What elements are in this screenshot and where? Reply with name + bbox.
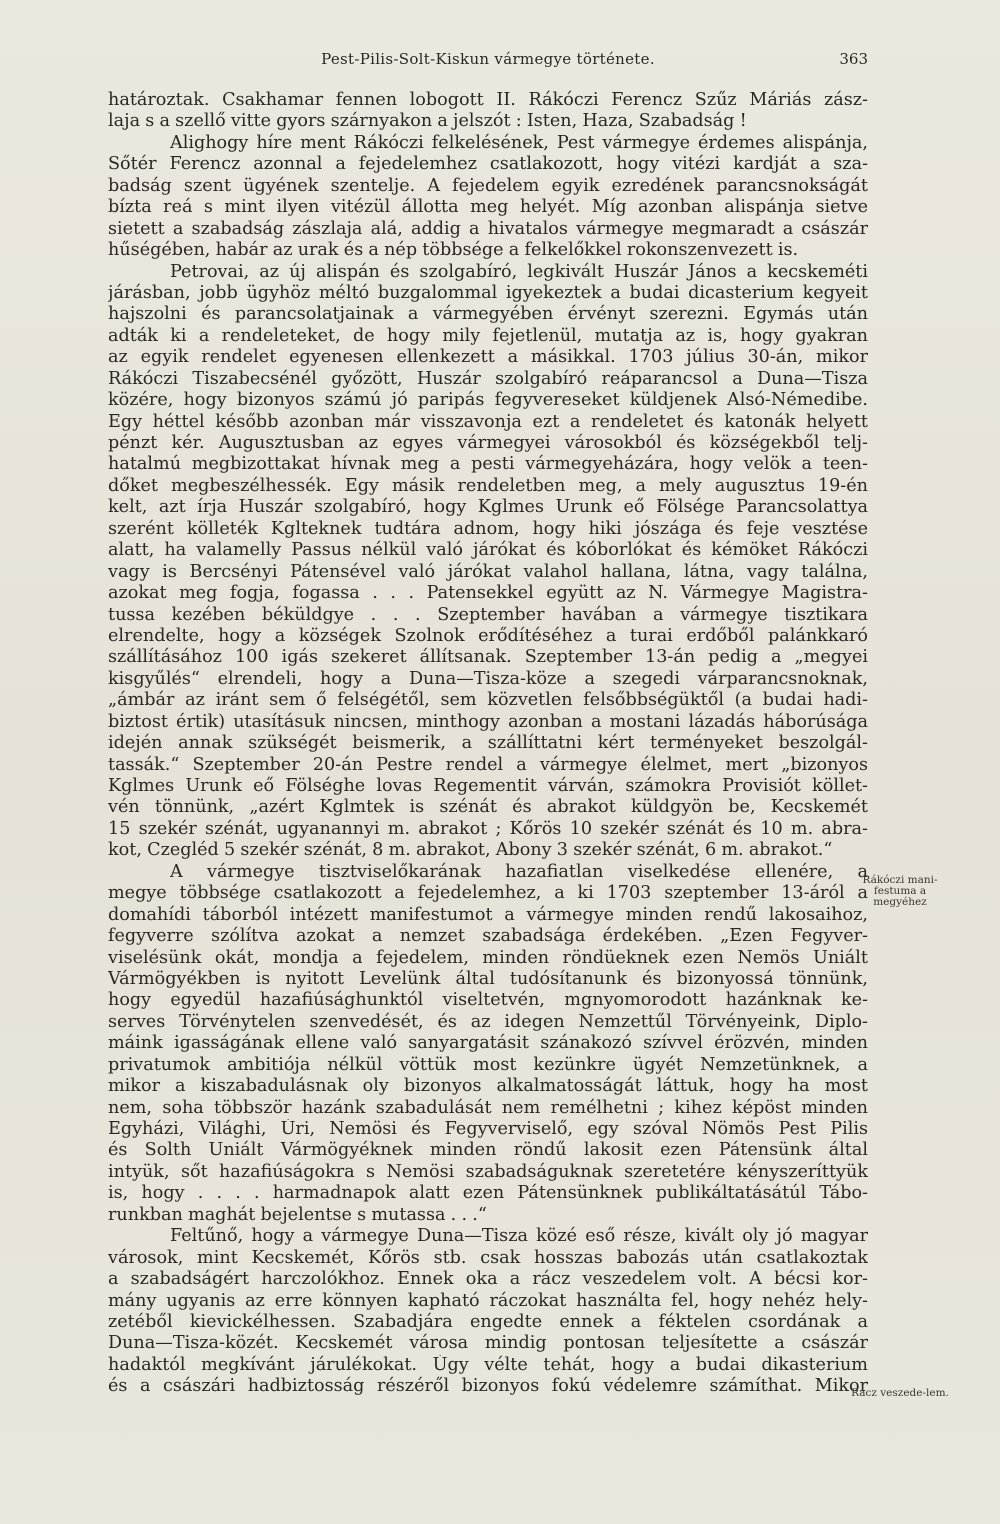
text-line: járásban, jobb ügyhöz méltó buzgalommal igyekeztek a budai dicasterium kegyeit	[108, 282, 868, 303]
running-title: Pest-Pilis-Solt-Kiskun vármegye története.	[321, 50, 655, 68]
text-line: hadaktól megkívánt járulékokat. Úgy vélte tehát, hogy a budai dikasterium	[108, 1354, 868, 1375]
text-line: serves Törvénytelen szenvedését, és az idegen Nemzettűl Törvényeink, Diplo-	[108, 1011, 868, 1032]
text-line: szerént kölleték Kglteknek tudtára adnom, hogy hiki jószága és feje vesztése	[108, 518, 868, 539]
text-line: adták ki a rendeleteket, de hogy mily fejetlenül, mutatja az is, hogy gyakran	[108, 325, 868, 346]
text-line: tussa kezében béküldgye . . . Szeptember havában a vármegye tisztikara	[108, 604, 868, 625]
text-line: hatalmú megbizottakat hívnak meg a pesti vármegyeházára, hogy velök a teen-	[108, 454, 868, 475]
text-line: Kglmes Urunk eő Fölséghe lovas Regementit várván, számokra Provisiót köllet-	[108, 776, 868, 796]
text-line: kelt, azt írja Huszár szolgabíró, hogy Kglmes Urunk eő Fölsége Parancsolattya	[108, 497, 868, 518]
text-line: Egyházi, Világhi, Úri, Nemösi és Fegyverviselő, egy szóval Nömös Pest Pilis	[108, 1119, 868, 1139]
running-header	[108, 50, 868, 74]
text-line: 15 szekér szénát, ugyanannyi m. abrakot ; Kőrös 10 szekér szénát és 10 m. abra-	[108, 818, 868, 839]
text-line: szállításához 100 igás szekeret állítsanak. Szeptember 13-án pedig a „megyei	[108, 647, 868, 668]
text-line: hűségében, habár az urak és a nép többsége a felkelőkkel rokonszenvezett is.	[108, 240, 799, 261]
text-line: „ámbár az iránt sem ő felségétől, sem közvetlen felsőbbségüktől (a budai hadi-	[108, 690, 868, 711]
text-line: azokat meg fogja, fogassa . . . Patensekkel együtt az N. Vármegye Magistra-	[108, 583, 868, 604]
text-line: hajszolni és parancsolatjainak a vármegyében érvényt szerezni. Egymás után	[108, 304, 868, 325]
text-line: laja s a szellő vitte gyors szárnyakon a jelszót : Isten, Haza, Szabadság !	[108, 111, 747, 132]
text-line: pénzt kér. Augusztusban az egyes vármegyei városokból és községekből telj-	[108, 433, 868, 453]
page-number: 363	[839, 50, 868, 68]
text-line: kot, Czegléd 5 szekér szénát, 8 m. abrakot, Abony 3 szekér szénát, 6 m. abrakot.“	[108, 840, 833, 861]
text-line: biztost értik) utasításuk nincsen, minthogy azonban a mostani lázadás háborúsága	[108, 711, 868, 732]
text-line: badság szent ügyének szentelje. A fejedelem egyik ezredének parancsnokságát	[108, 175, 868, 196]
text-line: vagy is Bercsényi Pátensével való járókat valahol hallana, látna, vagy találna,	[108, 561, 868, 582]
text-line: Feltűnő, hogy a vármegye Duna—Tisza közé eső része, kivált oly jó magyar	[170, 1226, 868, 1247]
text-line: Egy héttel később azonban már visszavonja ezt a rendeletet és katonák helyett	[108, 411, 868, 432]
body-text	[108, 90, 868, 1398]
text-line: Vármögyékben is nyitott Levelünk által tudósítanunk és bizonyossá tönnünk,	[108, 968, 868, 989]
text-line: kisgyűlés“ elrendeli, hogy a Duna—Tisza-köze a szegedi várparancsnoknak,	[108, 668, 868, 689]
text-line: megye többsége csatlakozott a fejedelemhez, a ki 1703 szeptember 13-áról a	[108, 883, 868, 904]
text-line: városok, mint Kecskemét, Kőrös stb. csak hosszas babozás után csatlakoztak	[108, 1247, 868, 1268]
text-line: sietett a szabadság zászlaja alá, addig a hivatalos vármegye megmaradt a császár	[108, 218, 868, 239]
text-line: vén tönnünk, „azért Kglmtek is szénát és abrakot küldgyön be, Kecskemét	[108, 797, 868, 818]
text-line: tassák.“ Szeptember 20-án Pestre rendel a vármegye élelmet, mert „bizonyos	[108, 754, 868, 775]
text-line: nem, soha többször hazánk szabadulását nem remélhetni ; kihez képöst minden	[108, 1097, 868, 1118]
text-line: intyük, sőt hazafiúságokra s Nemösi szabadságuknak szeretetére kényszeríttyük	[108, 1161, 868, 1182]
text-line: Sőtér Ferencz azonnal a fejedelemhez csatlakozott, hogy vitézi kardját a sza-	[108, 154, 868, 175]
text-line: mány ugyanis az erre könnyen kapható ráczokat használta fel, hogy nehéz hely-	[108, 1290, 868, 1311]
text-line: Rákóczi Tiszabecsénél győzött, Huszár szolgabíró reáparancsol a Duna—Tisza	[108, 368, 868, 389]
text-line: közére, hogy bizonyos számú jó paripás fegyvereseket küldjenek Alsó-Némedibe.	[108, 390, 868, 411]
text-line: A vármegye tisztviselőkarának hazafiatlan viselkedése ellenére, a	[170, 861, 868, 882]
text-line: Petrovai, az új alispán és szolgabíró, legkivált Huszár János a kecskeméti	[170, 261, 868, 282]
text-line: mikor a kiszabadulásnak oly bizonyos alkalmatosságát láttuk, hogy ha most	[108, 1076, 868, 1097]
text-line: Duna—Tisza-közét. Kecskemét városa mindig pontosan teljesítette a császár	[108, 1333, 868, 1354]
text-line: privatumok ambitiója nélkül vöttük most kezünkre ügyét Nemzetünknek, a	[108, 1054, 868, 1075]
text-line: is, hogy . . . . harmadnapok alatt ezen Pátensünknek publikáltatásátúl Tábo-	[108, 1183, 868, 1204]
margin-note-manifesto: Rákóczi mani-festuma a megyéhez	[862, 874, 938, 908]
text-line: és a császári hadbiztosság részéről bizonyos fokú védelemre számíthat. Mikor	[108, 1376, 868, 1397]
text-line: viselésünk okát, mondja a fejedelem, minden röndüeknek ezen Nemös Uniált	[108, 947, 868, 968]
text-line: bízta reá s mint ilyen vitézül állotta meg helyét. Míg azonban alispánja sietve	[108, 197, 868, 218]
text-line: a szabadságért harczolókhoz. Ennek oka a rácz veszedelem volt. A bécsi kor-	[108, 1269, 868, 1290]
text-line: az egyik rendelet egyenesen ellenkezett a másikkal. 1703 július 30-án, mikor	[108, 347, 868, 368]
text-line: és Solth Uniált Vármögyéknek minden röndű lakosit ezen Pátensünk által	[108, 1140, 868, 1161]
text-line: alatt, ha valamelly Passus nélkül való járókat és kóborlókat és kémöket Rákóczi	[108, 540, 868, 561]
text-line: runkban maghát bejelentse s mutassa . . .“	[108, 1204, 487, 1225]
text-line: Alighogy híre ment Rákóczi felkelésének, Pest vármegye érdemes alispánja,	[170, 132, 868, 153]
text-line: fegyverre szólítva azokat a nemzet szabadsága érdekében. „Ezen Fegyver-	[108, 926, 868, 947]
text-line: idején annak szükségét beismerik, a szállíttatni kért terményeket beszolgál-	[108, 733, 868, 754]
text-line: határoztak. Csakhamar fennen lobogott II. Rákóczi Ferencz Szűz Máriás zász-	[108, 90, 868, 110]
text-line: hogy egyedül hazafiúsághunktól viseltetvén, mgnyomorodott hazánknak ke-	[108, 990, 868, 1011]
text-line: dőket megbeszélhessék. Egy másik rendeletben meg, a mely augusztus 19-én	[108, 475, 868, 496]
margin-note-rac-danger: Rácz veszede-lem.	[851, 1387, 949, 1399]
text-line: máink igasságának ellene való sanyargatásit szánakozó szívvel érözvén, minden	[108, 1033, 868, 1054]
text-line: elrendelte, hogy a községek Szolnok erődítéséhez a turai erdőből palánkkaró	[108, 625, 868, 646]
text-line: zetéből kievickélhessen. Szabadjára engedte ennek a féktelen csordának a	[108, 1311, 868, 1332]
text-line: domahídi táborból intézett manifestumot a vármegye minden rendű lakosaihoz,	[108, 904, 868, 925]
